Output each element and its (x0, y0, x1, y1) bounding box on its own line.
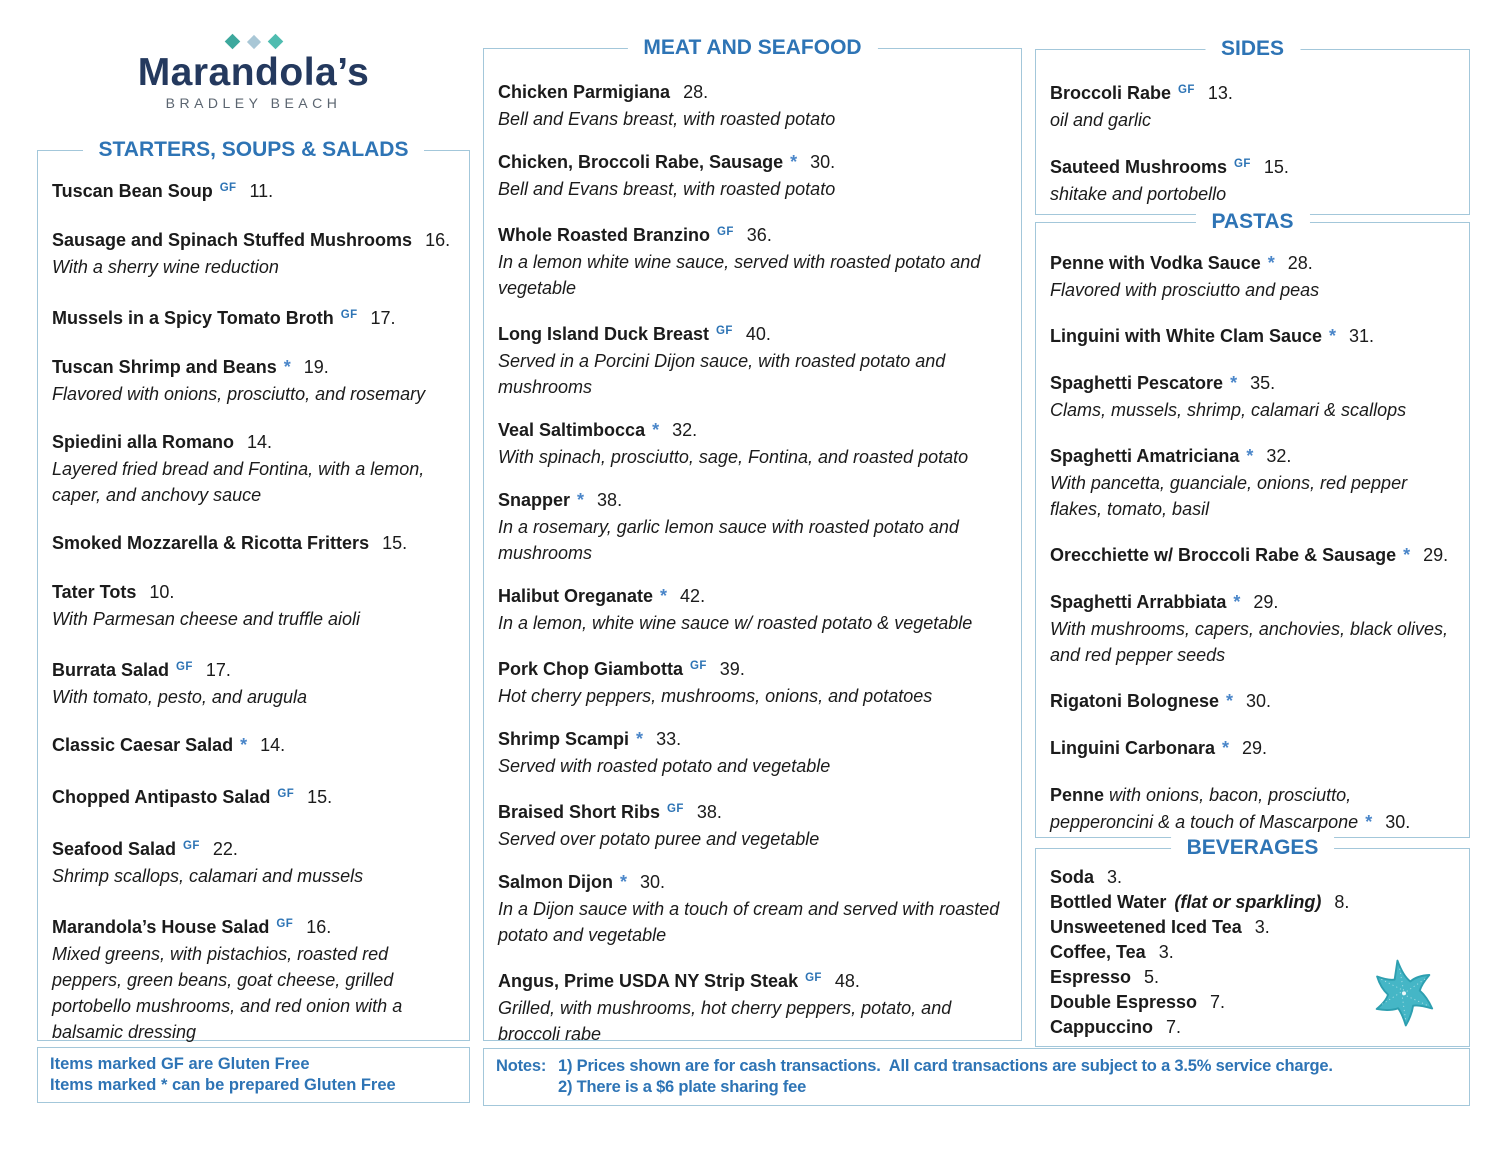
item-name: Braised Short Ribs (498, 802, 661, 822)
item-name: Seafood Salad (52, 839, 177, 859)
item-description: Bell and Evans breast, with roasted potato (498, 179, 836, 199)
item-description: With Parmesan cheese and truffle aioli (52, 609, 360, 629)
item-description: With a sherry wine reduction (52, 257, 279, 277)
item-description: In a rosemary, garlic lemon sauce with roasted potato and mushrooms (498, 517, 959, 563)
item-name: Rigatoni Bolognese (1050, 691, 1220, 711)
gf-optional-asterisk: * (577, 490, 585, 510)
item-price: 3. (1254, 917, 1270, 937)
item-head (52, 530, 455, 557)
item-head (1050, 865, 1455, 890)
item-head (498, 965, 1007, 995)
item-name: Tuscan Bean Soup (52, 181, 213, 201)
meat-item-list (484, 49, 1021, 1047)
menu-item (52, 429, 455, 508)
item-head (1050, 589, 1455, 616)
restaurant-name: Marandola’s (137, 51, 370, 94)
item-description: Flavored with onions, prosciutto, and rosemary (52, 384, 426, 404)
gluten-free-badge: GF (276, 918, 294, 930)
item-price: 10. (149, 582, 175, 602)
item-head (498, 219, 1007, 249)
item-name: Angus, Prime USDA NY Strip Steak (498, 971, 799, 991)
gf-optional-asterisk: * (1246, 446, 1254, 466)
item-name: Sausage and Spinach Stuffed Mushrooms (52, 230, 413, 250)
item-name: Snapper (498, 490, 571, 510)
diamond-icon (246, 35, 260, 49)
gluten-free-badge: GF (667, 803, 684, 815)
gf-optional-asterisk: * (620, 872, 628, 892)
item-price: 48. (834, 971, 860, 991)
item-name: Salmon Dijon (498, 872, 614, 892)
item-head (1050, 735, 1455, 762)
section-meat-and-seafood (483, 36, 1022, 1044)
item-head (52, 579, 455, 606)
item-price: 19. (303, 357, 329, 377)
item-name: Espresso (1050, 967, 1132, 987)
section-pastas (1035, 210, 1470, 838)
item-price: 33. (656, 729, 682, 749)
item-head (498, 583, 1007, 610)
item-head (52, 354, 455, 381)
gluten-free-badge: GF (277, 788, 295, 800)
item-price: 7. (1166, 1017, 1182, 1037)
gluten-free-badge: GF (176, 661, 193, 673)
item-name: Linguini with White Clam Sauce (1050, 326, 1323, 346)
menu-item (52, 354, 455, 407)
item-name: Double Espresso (1050, 992, 1198, 1012)
item-head (1050, 370, 1455, 397)
section-title: STARTERS, SOUPS & SALADS (83, 136, 425, 164)
gluten-free-badge: GF (219, 182, 237, 194)
item-price: 14. (260, 735, 286, 755)
item-name: Orecchiette w/ Broccoli Rabe & Sausage (1050, 545, 1397, 565)
menu-item (498, 869, 1007, 948)
gluten-free-badge: GF (690, 660, 707, 672)
item-description: Layered fried bread and Fontina, with a lemon, caper, and anchovy sauce (52, 459, 425, 505)
item-name: Spaghetti Arrabbiata (1050, 592, 1227, 612)
item-price: 30. (1246, 691, 1272, 711)
item-price: 31. (1349, 326, 1375, 346)
item-price: 15. (307, 787, 333, 807)
gf-optional-asterisk: * (283, 357, 291, 377)
item-name: Tater Tots (52, 582, 137, 602)
item-price: 28. (1287, 253, 1313, 273)
starfish-icon (1359, 948, 1447, 1036)
menu-item (1050, 443, 1455, 522)
item-price: 8. (1334, 892, 1350, 912)
menu-item (498, 726, 1007, 779)
item-price: 32. (672, 420, 698, 440)
menu-item (498, 417, 1007, 470)
menu-item (498, 796, 1007, 852)
menu-item (1050, 542, 1455, 569)
menu-item (1050, 589, 1455, 668)
menu-item (52, 302, 455, 332)
item-name: Penne with Vodka Sauce (1050, 253, 1261, 273)
item-head (498, 417, 1007, 444)
item-name: Spaghetti Pescatore (1050, 373, 1224, 393)
item-description: Flavored with prosciutto and peas (1050, 280, 1320, 300)
item-head (52, 175, 455, 205)
item-head (498, 149, 1007, 176)
item-price: 30. (1385, 812, 1411, 832)
item-price: 22. (212, 839, 238, 859)
item-description: Bell and Evans breast, with roasted potato (498, 109, 836, 129)
gf-optional-asterisk: * (1365, 812, 1373, 832)
menu-item (498, 219, 1007, 301)
item-head (1050, 890, 1455, 915)
item-description: With mushrooms, capers, anchovies, black olives, and red pepper seeds (1050, 619, 1448, 665)
item-name: Classic Caesar Salad (52, 735, 234, 755)
item-name: Sauteed Mushrooms (1050, 157, 1228, 177)
menu-item (52, 911, 455, 1045)
menu-item (1050, 735, 1455, 762)
item-price: 3. (1158, 942, 1174, 962)
menu-item (498, 79, 1007, 132)
item-head (52, 781, 455, 811)
item-head (498, 726, 1007, 753)
item-head (1050, 77, 1455, 107)
item-name: Halibut Oreganate (498, 586, 654, 606)
gluten-free-legend (37, 1047, 470, 1103)
item-name: Penne (1050, 785, 1105, 805)
menu-item (498, 149, 1007, 202)
item-name: Broccoli Rabe (1050, 83, 1172, 103)
restaurant-logo (37, 36, 470, 111)
section-beverages (1035, 836, 1470, 1047)
item-name: Chicken, Broccoli Rabe, Sausage (498, 152, 784, 172)
restaurant-location: BRADLEY BEACH (165, 95, 342, 111)
item-name: Soda (1050, 867, 1095, 887)
item-head (498, 653, 1007, 683)
menu-item (52, 781, 455, 811)
item-price: 38. (597, 490, 623, 510)
item-head (1050, 915, 1455, 940)
section-sides (1035, 37, 1470, 215)
item-head (1050, 542, 1455, 569)
item-name: Cappuccino (1050, 1017, 1154, 1037)
item-description: In a Dijon sauce with a touch of cream and served with roasted potato and vegetable (498, 899, 1000, 945)
item-name: Coffee, Tea (1050, 942, 1146, 962)
menu-item (1050, 688, 1455, 715)
gf-optional-asterisk: * (636, 729, 644, 749)
section-title: PASTAS (1195, 208, 1309, 236)
note-line: 1) Prices shown are for cash transactions. All card transactions are subject to a 3.5% service charge. (558, 1057, 1333, 1075)
gf-optional-asterisk: * (1403, 545, 1411, 565)
item-note: (flat or sparkling) (1174, 892, 1322, 912)
item-description: In a lemon, white wine sauce w/ roasted potato & vegetable (498, 613, 973, 633)
gluten-free-badge: GF (805, 972, 822, 984)
gf-optional-asterisk: * (1267, 253, 1275, 273)
menu-item (1050, 323, 1455, 350)
item-name: Marandola’s House Salad (52, 917, 270, 937)
item-price: 13. (1207, 83, 1233, 103)
item-price: 5. (1144, 967, 1160, 987)
item-price: 16. (306, 917, 332, 937)
item-name: Long Island Duck Breast (498, 324, 710, 344)
item-price: 17. (205, 660, 231, 680)
item-head (1050, 782, 1455, 836)
item-price: 35. (1250, 373, 1276, 393)
gluten-free-badge: GF (340, 309, 358, 321)
item-price: 39. (719, 659, 745, 679)
gluten-free-badge: GF (183, 840, 200, 852)
item-name: Spiedini alla Romano (52, 432, 235, 452)
item-price: 17. (370, 308, 396, 328)
item-price: 16. (425, 230, 451, 250)
item-description: Grilled, with mushrooms, hot cherry peppers, potato, and broccoli rabe (498, 998, 952, 1044)
item-description: Served with roasted potato and vegetable (498, 756, 831, 776)
sides-item-list (1036, 50, 1469, 207)
gf-optional-asterisk: * (1230, 373, 1238, 393)
item-head (52, 302, 455, 332)
menu-item (52, 654, 455, 710)
gf-legend-line: Items marked * can be prepared Gluten Free (50, 1076, 396, 1094)
section-title: BEVERAGES (1171, 834, 1335, 862)
item-description: Served in a Porcini Dijon sauce, with roasted potato and mushrooms (498, 351, 946, 397)
item-head (52, 732, 455, 759)
menu-item (1050, 370, 1455, 423)
gf-optional-asterisk: * (652, 420, 660, 440)
item-price: 38. (696, 802, 722, 822)
gluten-free-badge: GF (1178, 84, 1195, 96)
item-head (498, 79, 1007, 106)
item-price: 30. (640, 872, 666, 892)
gf-legend-line: Items marked GF are Gluten Free (50, 1055, 310, 1073)
menu-item (1050, 77, 1455, 133)
item-head (52, 833, 455, 863)
item-name: Chicken Parmigiana (498, 82, 671, 102)
item-name: Pork Chop Giambotta (498, 659, 684, 679)
item-name: Burrata Salad (52, 660, 170, 680)
menu-item (1050, 782, 1455, 836)
menu-item (498, 487, 1007, 566)
menu-item (52, 833, 455, 889)
menu-item (498, 318, 1007, 400)
item-price: 36. (746, 225, 772, 245)
menu-item (1050, 890, 1455, 915)
item-head (52, 911, 455, 941)
item-price: 7. (1210, 992, 1226, 1012)
diamond-icon (224, 34, 240, 50)
item-head (52, 429, 455, 456)
gf-optional-asterisk: * (660, 586, 668, 606)
item-name: Chopped Antipasto Salad (52, 787, 271, 807)
gluten-free-badge: GF (716, 325, 733, 337)
item-name: Unsweetened Iced Tea (1050, 917, 1242, 937)
menu-item (52, 579, 455, 632)
menu-item (1050, 151, 1455, 207)
gf-optional-asterisk: * (240, 735, 248, 755)
menu-item (1050, 250, 1455, 303)
item-description: shitake and portobello (1050, 184, 1227, 204)
starters-item-list (38, 151, 469, 1045)
menu-item (498, 653, 1007, 709)
section-title: SIDES (1205, 35, 1300, 63)
item-description: oil and garlic (1050, 110, 1152, 130)
item-price: 29. (1242, 738, 1268, 758)
item-price: 30. (810, 152, 836, 172)
gf-optional-asterisk: * (790, 152, 798, 172)
menu-item (1050, 865, 1455, 890)
item-description: Mixed greens, with pistachios, roasted red peppers, green beans, goat cheese, grilled portobello mushrooms, and red onion with a balsamic dressing (52, 944, 403, 1042)
item-name: Smoked Mozzarella & Ricotta Fritters (52, 533, 370, 553)
gf-optional-asterisk: * (1233, 592, 1241, 612)
item-price: 40. (745, 324, 771, 344)
gf-optional-asterisk: * (1329, 326, 1337, 346)
item-name: Bottled Water (1050, 892, 1167, 912)
notes-footer (483, 1048, 1470, 1106)
item-name: Tuscan Shrimp and Beans (52, 357, 277, 377)
item-head (498, 796, 1007, 826)
item-price: 14. (247, 432, 273, 452)
menu-item (1050, 915, 1455, 940)
menu-item (52, 175, 455, 205)
item-description: With pancetta, guanciale, onions, red pepper flakes, tomato, basil (1050, 473, 1408, 519)
item-head (1050, 688, 1455, 715)
item-head (52, 654, 455, 684)
item-description: Shrimp scallops, calamari and mussels (52, 866, 364, 886)
item-head (1050, 443, 1455, 470)
section-title: MEAT AND SEAFOOD (627, 34, 877, 62)
diamond-icon (267, 34, 283, 50)
item-price: 11. (249, 181, 274, 201)
item-price: 42. (680, 586, 706, 606)
item-name: Shrimp Scampi (498, 729, 630, 749)
menu-item (52, 227, 455, 280)
item-price: 28. (683, 82, 709, 102)
menu-item (52, 530, 455, 557)
item-inline-description: with onions, bacon, prosciutto, pepperoncini & a touch of Mascarpone (1050, 785, 1359, 832)
item-name: Veal Saltimbocca (498, 420, 646, 440)
item-description: In a lemon white wine sauce, served with roasted potato and vegetable (498, 252, 981, 298)
item-price: 15. (382, 533, 408, 553)
logo-diamonds-icon (37, 36, 470, 47)
gf-optional-asterisk: * (1222, 738, 1230, 758)
item-head (498, 869, 1007, 896)
item-price: 29. (1423, 545, 1449, 565)
item-description: Served over potato puree and vegetable (498, 829, 820, 849)
item-description: With spinach, prosciutto, sage, Fontina, and roasted potato (498, 447, 969, 467)
item-description: With tomato, pesto, and arugula (52, 687, 307, 707)
item-name: Mussels in a Spicy Tomato Broth (52, 308, 334, 328)
item-head (1050, 151, 1455, 181)
item-price: 3. (1107, 867, 1123, 887)
item-price: 29. (1253, 592, 1279, 612)
menu-item (498, 583, 1007, 636)
item-description: Hot cherry peppers, mushrooms, onions, and potatoes (498, 686, 933, 706)
menu-item (52, 732, 455, 759)
item-description: Clams, mussels, shrimp, calamari & scallops (1050, 400, 1407, 420)
item-head (1050, 323, 1455, 350)
notes-label: Notes: (496, 1057, 547, 1075)
gluten-free-badge: GF (1234, 158, 1251, 170)
pastas-item-list (1036, 223, 1469, 836)
gluten-free-badge: GF (717, 226, 734, 238)
menu-item (498, 965, 1007, 1047)
gf-optional-asterisk: * (1226, 691, 1234, 711)
item-name: Spaghetti Amatriciana (1050, 446, 1240, 466)
section-starters-soups-salads (37, 138, 470, 1042)
item-head (498, 487, 1007, 514)
item-price: 15. (1263, 157, 1289, 177)
item-head (1050, 250, 1455, 277)
item-price: 32. (1266, 446, 1292, 466)
item-name: Whole Roasted Branzino (498, 225, 711, 245)
item-head (498, 318, 1007, 348)
item-head (52, 227, 455, 254)
item-name: Linguini Carbonara (1050, 738, 1216, 758)
note-line: 2) There is a $6 plate sharing fee (558, 1078, 807, 1096)
